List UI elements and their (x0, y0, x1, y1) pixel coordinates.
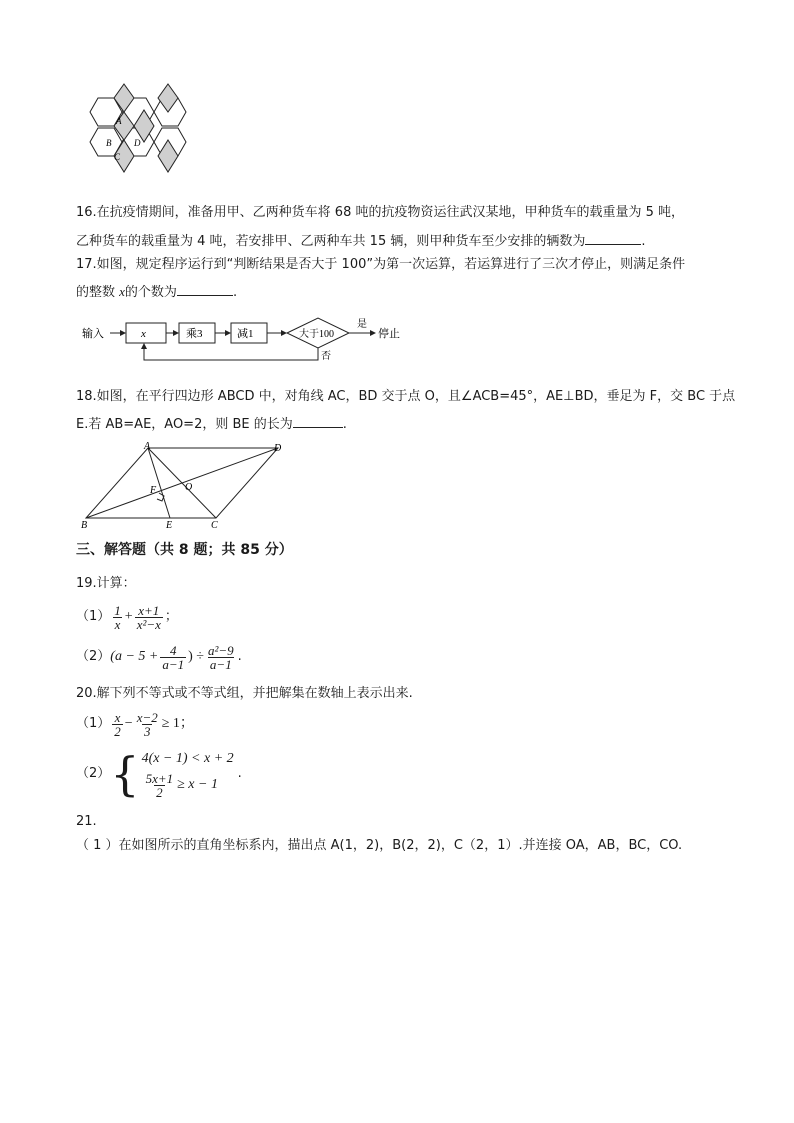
q20-p1-frac1 (112, 711, 123, 738)
q20-p1-rel: ≥ 1； (161, 716, 194, 731)
para-label-a: A (144, 441, 151, 452)
q20-p2-label: （2） (76, 766, 111, 781)
q19-p2-f2-num: a²−9 (207, 642, 234, 658)
q17-line2-b: 的个数为 (124, 285, 177, 300)
q16-end: . (641, 234, 646, 249)
q20-p1-f2-num: x−2 (136, 709, 158, 725)
q19-part1 (76, 600, 178, 634)
q20-p2-f-den: 2 (156, 784, 163, 800)
para-label-e: E (166, 520, 173, 531)
flow-cond: 大于100 (299, 329, 334, 340)
q20-title: 20.解下列不等式或不等式组，并把解集在数轴上表示出来. (76, 686, 413, 701)
flow-mul-box: 乘3 (186, 328, 203, 340)
q19-part2 (76, 640, 242, 674)
q18-line2 (76, 413, 347, 434)
q19-p1-plus: + (124, 609, 133, 624)
q17-end: . (232, 285, 238, 300)
q19-p2-close: ) ÷ (188, 649, 204, 664)
q20-p1-label: （1） (76, 716, 111, 731)
hexagon-figure (78, 80, 188, 195)
q19-p2-label: （2） (76, 649, 111, 664)
q19-p2-end: . (237, 649, 242, 664)
para-label-d: D (274, 443, 282, 454)
q20-p2-brace: { (110, 747, 140, 801)
q19-p2-frac2 (206, 644, 236, 671)
q16-answer-blank (585, 230, 641, 245)
q19-p2-frac1 (160, 644, 186, 671)
para-label-c: C (211, 520, 218, 531)
q20-p2-row2 (142, 772, 234, 799)
q19-title: 19.计算： (76, 576, 136, 591)
q20-p1-minus: − (124, 716, 133, 731)
q19-p1-f1-num: 1 (114, 602, 121, 618)
q16-line2 (76, 230, 645, 251)
q19-p1-end: ； (164, 609, 178, 624)
hex-label-c: C (114, 152, 121, 162)
q19-p1-f1-den: x (114, 616, 121, 632)
q18-line2-text: E.若 AB=AE，AO=2，则 BE 的长为 (76, 417, 293, 432)
q17-line1: 17.如图，规定程序运行到“判断结果是否大于 100”为第一次运算，若运算进行了三次才停止，则满足条件 (76, 257, 686, 272)
q21-title: 21. (76, 814, 97, 829)
q20-p1-frac2 (135, 711, 160, 738)
q17-line2-a: 的整数 (76, 285, 120, 300)
q20-p2-f-num: 5x+1 (145, 770, 174, 786)
q19-p1-f2-den: x²−x (136, 616, 161, 632)
q21-part1: （ 1 ）在如图所示的直角坐标系内，描出点 A(1，2)，B(2，2)，C（2，1）.并连接 OA，AB，BC，CO. (76, 838, 683, 853)
parallelogram-figure (78, 440, 290, 532)
hex-label-a: A (116, 116, 122, 126)
q20-p2-end: . (237, 766, 242, 781)
q20-p2-row1: 4(x − 1) < x + 2 (141, 750, 234, 766)
q18-answer-blank (293, 413, 343, 428)
flow-x-box: x (141, 328, 146, 340)
flow-stop: 停止 (378, 328, 400, 340)
q20-part2 (76, 745, 242, 803)
q20-p1-f1-num: x (114, 709, 121, 725)
para-label-o: O (185, 482, 193, 493)
section3-title: 三、解答题（共 8 题；共 85 分） (76, 542, 293, 558)
q17-line2 (76, 281, 237, 302)
q19-p1-frac1 (112, 604, 123, 631)
flow-yes: 是 (357, 319, 367, 330)
q17-var: x (119, 284, 125, 299)
q19-p2-open: (a − 5 + (110, 649, 159, 664)
flow-sub-box: 减1 (237, 328, 254, 340)
q20-p2-row2-rel: ≥ x − 1 (177, 777, 218, 792)
flow-no: 否 (321, 351, 331, 362)
q20-p1-f1-den: 2 (114, 723, 121, 739)
q18-end: . (342, 417, 347, 432)
q19-p1-f2-num: x+1 (138, 602, 160, 618)
q20-p2-system (142, 750, 234, 799)
para-label-b: B (81, 520, 88, 531)
q18-line1: 18.如图，在平行四边形 ABCD 中，对角线 AC，BD 交于点 O，且∠ACB=45°，AE⊥BD，垂足为 F，交 BC 于点 (76, 389, 736, 404)
q19-p1-label: （1） (76, 609, 111, 624)
hex-label-d: D (134, 138, 141, 148)
q19-p2-f1-num: 4 (169, 642, 177, 658)
q19-p2-f1-den: a−1 (162, 656, 185, 672)
q16-line1: 16.在抗疫情期间，准备用甲、乙两种货车将 68 吨的抗疫物资运往武汉某地，甲种货车的载重量为 5 吨， (76, 205, 685, 220)
q19-p1-frac2 (135, 604, 163, 631)
q20-p2-frac (144, 772, 176, 799)
flow-input-label: 输入 (82, 328, 104, 340)
hex-label-b: B (106, 138, 112, 148)
q20-p1-f2-den: 3 (143, 723, 151, 739)
q19-p2-f2-den: a−1 (209, 656, 232, 672)
q20-part1 (76, 707, 194, 741)
para-label-f: F (150, 485, 157, 496)
flowchart (80, 314, 410, 366)
q16-line2-text: 乙种货车的载重量为 4 吨，若安排甲、乙两种车共 15 辆，则甲种货车至少安排的辆数为 (76, 234, 586, 249)
q17-answer-blank (177, 281, 233, 296)
